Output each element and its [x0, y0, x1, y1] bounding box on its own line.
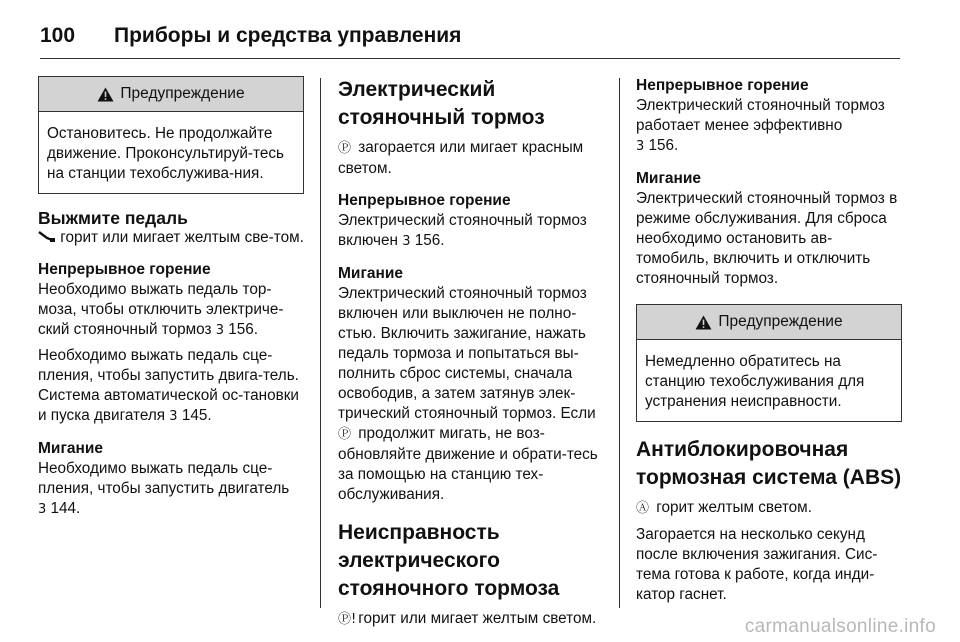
paragraph: горит или мигает желтым све-том. — [38, 228, 304, 248]
subheading: Мигание — [636, 170, 702, 187]
column-right — [636, 76, 902, 605]
paragraph: Электрический стояночный тормоз включен 3 156. — [338, 212, 587, 249]
paragraph: Электрический стояночный тормоз в режиме обслуживания. Для сброса необходимо остановить ав-томобиль, включить и отключить стояночный тормоз. — [636, 190, 898, 287]
page-ref-arrow-icon: 3 — [402, 234, 411, 249]
clutch-pedal-icon — [38, 231, 56, 243]
section-heading: Неисправность электрического стояночного тормоза — [338, 521, 560, 600]
paragraph: Необходимо выжать педаль тор-моза, чтобы отключить электриче-ский стояночный тормоз 3 156. — [38, 281, 284, 338]
warning-title: Предупреждение — [718, 313, 843, 330]
column-left — [38, 76, 304, 520]
column-middle — [338, 76, 604, 630]
subheading: Непрерывное горение — [636, 77, 809, 94]
subheading: Непрерывное горение — [338, 192, 511, 209]
parking-brake-icon: Ⓟ — [338, 141, 352, 156]
page-ref-arrow-icon: 3 — [636, 139, 645, 154]
paragraph: Ⓐ горит желтым светом. — [636, 498, 902, 519]
paragraph: Необходимо выжать педаль сце-пления, чтобы запустить двига-тель. Система автоматической ос-тановки и пуска двигателя 3 145. — [38, 347, 299, 424]
subheading: Мигание — [338, 265, 404, 282]
warning-body — [39, 112, 303, 193]
page-ref-arrow-icon: 3 — [38, 502, 47, 517]
page-ref-arrow-icon: 3 — [215, 323, 225, 338]
warning-title: Предупреждение — [120, 85, 245, 102]
abs-icon: Ⓐ — [636, 501, 650, 516]
warning-box — [636, 304, 902, 422]
section-heading: Выжмите педаль — [38, 208, 188, 228]
page-header — [40, 14, 900, 58]
paragraph: Электрический стояночный тормоз работает менее эффективно 3 156. — [636, 97, 885, 154]
header-rule — [40, 58, 900, 59]
column-divider — [320, 78, 321, 608]
page-title: Приборы и средства управления — [114, 24, 462, 47]
page-number: 100 — [40, 24, 76, 47]
paragraph: Электрический стояночный тормоз включен или выключен не полно-стью. Включить зажигание, нажать педаль тормоза и попытаться вы-полнить сброс системы, сначала освободив, а затем затянув элек-трический стояночный тормоз. Если Ⓟ продолжит мигать, не воз-обновляйте движение и обрати-тесь за помощью на станцию тех-обслуживания. — [338, 285, 598, 503]
warning-text: Остановитесь. Не продолжайте движение. Проконсультируй-тесь на станции техобслужива-ния. — [47, 125, 284, 182]
warning-triangle-icon — [97, 87, 114, 102]
paragraph: Загорается на несколько секунд после включения зажигания. Сис-тема готова к работе, когда инди-катор гаснет. — [636, 526, 878, 603]
warning-triangle-icon — [695, 315, 712, 330]
column-divider — [619, 78, 620, 608]
warning-header — [39, 77, 303, 112]
warning-header — [637, 305, 901, 340]
section-heading: Электрический стояночный тормоз — [338, 78, 545, 129]
paragraph: Ⓟ! горит или мигает желтым светом. — [338, 609, 604, 630]
page-ref-arrow-icon: 3 — [169, 409, 178, 424]
paragraph: Необходимо выжать педаль сце-пления, чтобы запустить двигатель 3 144. — [38, 460, 290, 517]
paragraph: Ⓟ загорается или мигает красным светом. — [338, 139, 584, 177]
warning-text: Немедленно обратитесь на станцию техобслуживания для устранения неисправности. — [645, 353, 865, 410]
parking-brake-icon: Ⓟ — [338, 427, 352, 442]
section-heading: Антиблокировочная тормозная система (ABS) — [636, 438, 902, 489]
warning-box — [38, 76, 304, 194]
watermark: carmanualsonline.info — [744, 616, 936, 637]
subheading: Мигание — [38, 440, 104, 457]
parking-brake-fault-icon: Ⓟ! — [338, 612, 357, 627]
subheading: Непрерывное горение — [38, 261, 211, 278]
warning-body — [637, 340, 901, 421]
